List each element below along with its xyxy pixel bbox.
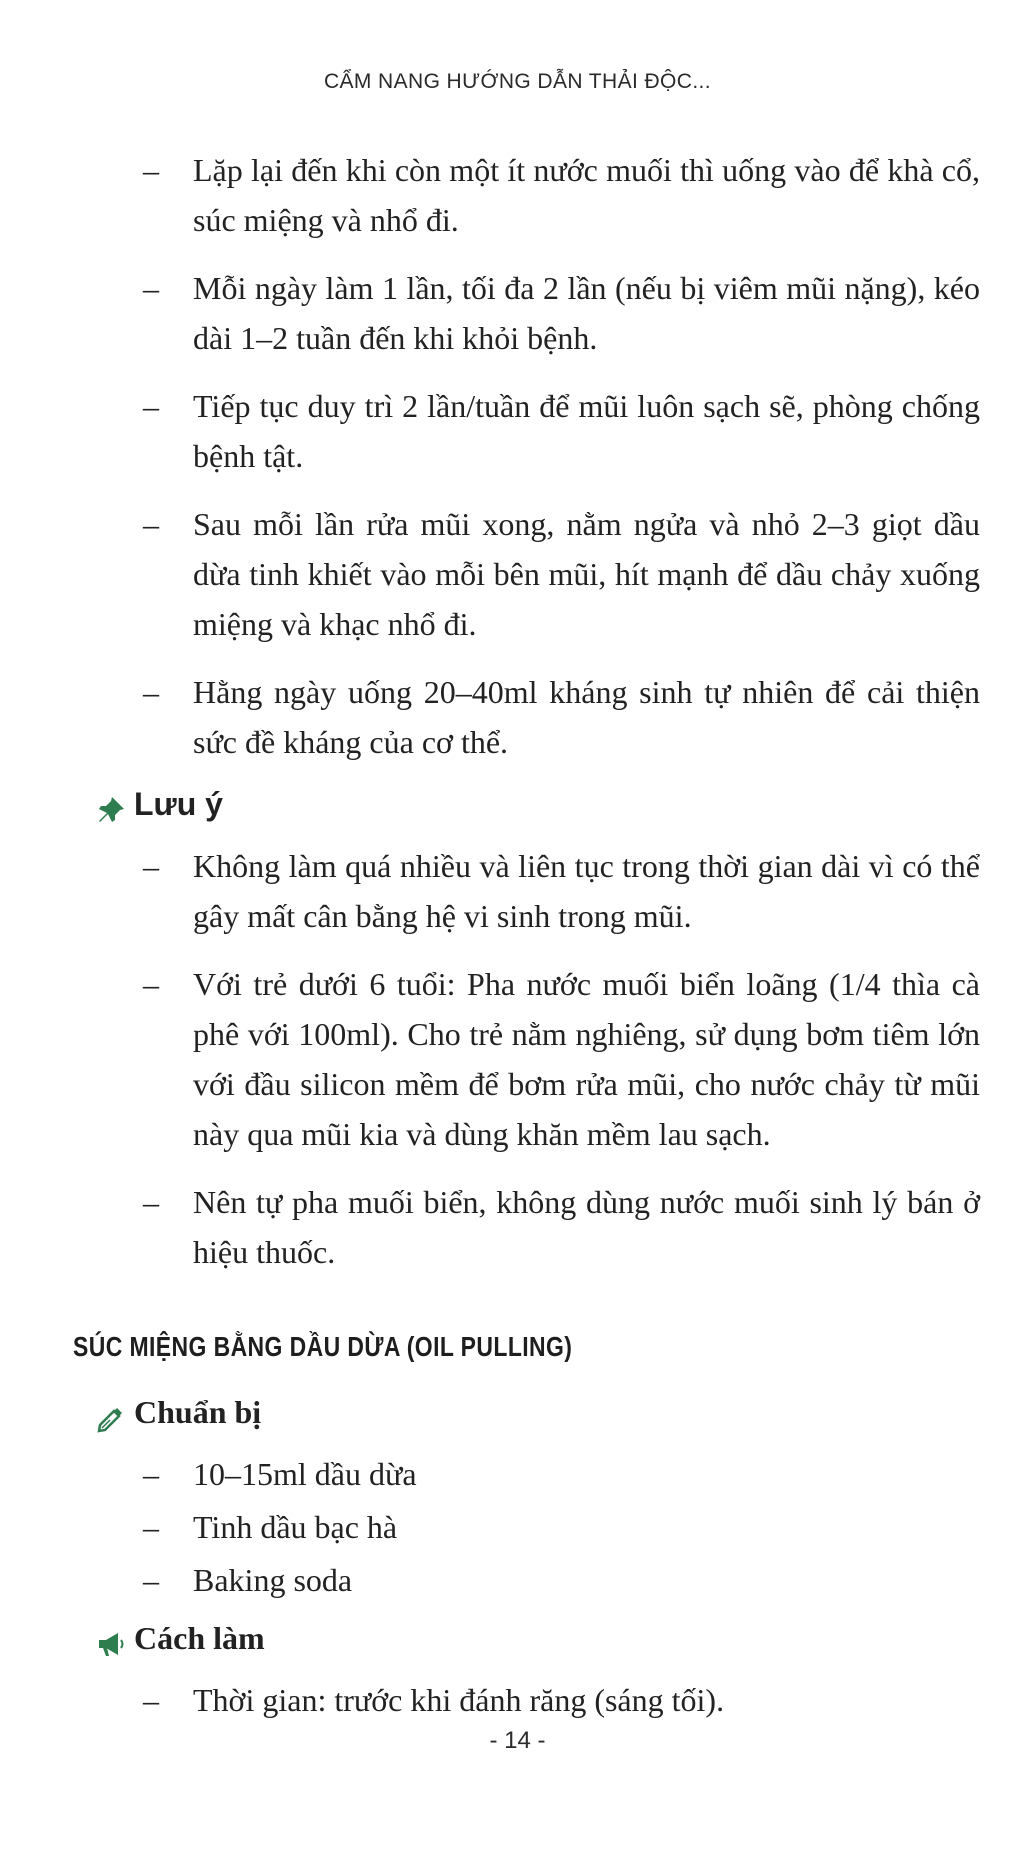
- list-item-text: Với trẻ dưới 6 tuổi: Pha nước muối biển loãng (1/4 thìa cà phê với 100ml). Cho trẻ nằm nghiêng, sử dụng bơm tiêm lớn với đầu silicon mềm để bơm rửa mũi, cho nước chảy từ mũi này qua mũi kia và dùng khăn mềm lau sạch.: [193, 966, 980, 1152]
- bullet-dash: –: [143, 1562, 159, 1598]
- section-title: SÚC MIỆNG BẰNG DẦU DỪA (OIL PULLING): [72, 1331, 573, 1362]
- bullet-dash: –: [143, 848, 159, 884]
- list-item-text: 10–15ml dầu dừa: [193, 1456, 417, 1492]
- list-item-text: Baking soda: [193, 1562, 353, 1598]
- pencil-icon: [96, 1397, 126, 1427]
- megaphone-icon: [96, 1623, 126, 1653]
- method-label: Cách làm: [134, 1620, 265, 1656]
- page-content: [0, 145, 1035, 1725]
- list-item: [0, 1177, 980, 1277]
- list-item-text: Lặp lại đến khi còn một ít nước muối thì uống vào để khà cổ, súc miệng và nhổ đi.: [193, 152, 980, 238]
- list-item: [0, 1449, 980, 1499]
- note-heading: [0, 779, 1035, 829]
- bullet-dash: –: [143, 1456, 159, 1492]
- list-item-text: Thời gian: trước khi đánh răng (sáng tối).: [193, 1682, 725, 1718]
- list-item: [0, 263, 980, 363]
- page-number: - 14 -: [489, 1727, 546, 1754]
- list-item-text: Sau mỗi lần rửa mũi xong, nằm ngửa và nhỏ 2–3 giọt dầu dừa tinh khiết vào mỗi bên mũi, hít mạnh để dầu chảy xuống miệng và khạc nhổ đi.: [193, 506, 980, 642]
- bullet-dash: –: [143, 388, 159, 424]
- list-item-text: Hằng ngày uống 20–40ml kháng sinh tự nhiên để cải thiện sức đề kháng của cơ thể.: [193, 674, 980, 760]
- bullet-dash: –: [143, 1184, 159, 1220]
- list-item: [0, 667, 980, 767]
- list-item: [0, 1675, 980, 1725]
- list-item: [0, 1502, 980, 1552]
- pushpin-icon: [96, 789, 126, 819]
- bullet-dash: –: [143, 966, 159, 1002]
- bullet-dash: –: [143, 674, 159, 710]
- list-item-text: Nên tự pha muối biển, không dùng nước muối sinh lý bán ở hiệu thuốc.: [193, 1184, 980, 1270]
- list-item-text: Tinh dầu bạc hà: [193, 1509, 398, 1545]
- prep-label: Chuẩn bị: [134, 1394, 262, 1430]
- list-item: [0, 1555, 980, 1605]
- list-item-text: Không làm quá nhiều và liên tục trong thời gian dài vì có thể gây mất cân bằng hệ vi sinh trong mũi.: [193, 848, 980, 934]
- list-item: [0, 841, 980, 941]
- list-item: [0, 499, 980, 649]
- list-item-text: Tiếp tục duy trì 2 lần/tuần để mũi luôn sạch sẽ, phòng chống bệnh tật.: [193, 388, 980, 474]
- prep-heading: [0, 1387, 1035, 1437]
- bullet-dash: –: [143, 270, 159, 306]
- bullet-dash: –: [143, 506, 159, 542]
- note-label: Lưu ý: [134, 786, 223, 822]
- bullet-dash: –: [143, 1509, 159, 1545]
- list-item: [0, 959, 980, 1159]
- running-header: CẨM NANG HƯỚNG DẪN THẢI ĐỘC...: [323, 70, 712, 93]
- bullet-dash: –: [143, 1682, 159, 1718]
- list-item-text: Mỗi ngày làm 1 lần, tối đa 2 lần (nếu bị viêm mũi nặng), kéo dài 1–2 tuần đến khi khỏi bệnh.: [193, 270, 980, 356]
- bullet-dash: –: [143, 152, 159, 188]
- list-item: [0, 381, 980, 481]
- method-heading: [0, 1613, 1035, 1663]
- list-item: [0, 145, 980, 245]
